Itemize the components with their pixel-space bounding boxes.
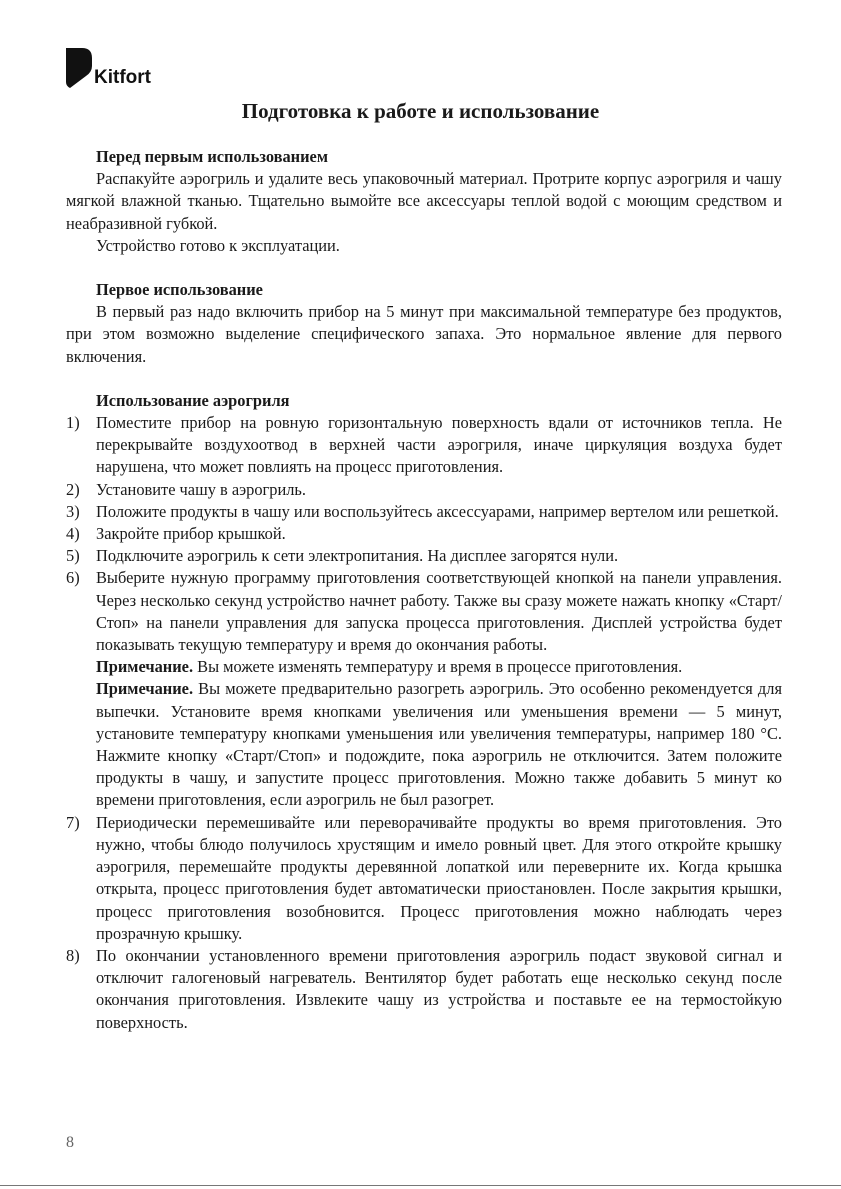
kitfort-logo <box>66 48 151 88</box>
list-item <box>66 479 782 501</box>
note-text: Вы можете предварительно разогреть аэрогриль. Это особенно рекомендуется для выпечки. Установите время кнопками увеличения или уменьшения времени — 5 минут, установите температуру кнопками уменьшения или увеличения температуры, например 180 °C. Нажмите кнопку «Старт/Стоп» и подождите, пока аэрогриль не отключится. Затем положите продукты в чашу, и запустите процесс приготовления. Можно также добавить 5 минут ко времени приготовления, если аэрогриль не был разогрет. <box>96 679 782 810</box>
note-preheat <box>66 678 782 811</box>
list-item-number: 8) <box>66 945 80 965</box>
note-temperature-time <box>66 656 782 678</box>
list-item-text: Подключите аэрогриль к сети электропитания. На дисплее загорятся нули. <box>96 546 619 566</box>
list-item <box>66 567 782 656</box>
logo-text: Kitfort <box>94 67 151 88</box>
list-item-text: Установите чашу в аэрогриль. <box>96 479 306 499</box>
list-item <box>66 523 782 545</box>
list-item <box>66 501 782 523</box>
note-text: Вы можете изменять температуру и время в процессе приготовления. <box>193 657 683 677</box>
list-item-number: 7) <box>66 812 80 832</box>
usage-steps-list <box>66 412 782 656</box>
bottom-divider <box>0 1185 841 1186</box>
note-label: Примечание. <box>96 679 194 699</box>
list-item-text: Выберите нужную программу приготовления соответствующей кнопкой на панели управления. Через несколько секунд устройство начнет работу. Также вы сразу можете нажать кнопку «Старт/Стоп» на панели управления для запуска процесса приготовления. Дисплей устройства будет показывать текущую температуру и время до окончания работы. <box>96 568 782 655</box>
list-item-number: 1) <box>66 413 80 433</box>
list-item-number: 5) <box>66 546 80 566</box>
document-body <box>66 146 782 1034</box>
section-heading-usage: Использование аэрогриля <box>96 390 290 410</box>
list-item-number: 2) <box>66 479 80 499</box>
list-item-number: 4) <box>66 524 80 544</box>
list-item-text: Закройте прибор крышкой. <box>96 524 286 544</box>
section-heading-before-first-use: Перед первым использованием <box>96 147 328 166</box>
section-heading-first-use: Первое использование <box>96 280 263 300</box>
list-item-number: 3) <box>66 501 80 521</box>
paragraph: Устройство готово к эксплуатации. <box>96 235 340 255</box>
list-item <box>66 812 782 945</box>
list-item-number: 6) <box>66 568 80 588</box>
paragraph: В первый раз надо включить прибор на 5 минут при максимальной температуре без продуктов, при этом возможно выделение специфического запаха. Это нормальное явление для первого включения. <box>66 302 782 366</box>
usage-steps-list-continued <box>66 812 782 1034</box>
list-item <box>66 545 782 567</box>
list-item-text: Поместите прибор на ровную горизонтальную поверхность вдали от источников тепла. Не перекрывайте воздухоотвод в верхней части аэрогриля, иначе циркуляция воздуха будет нарушена, что может повлиять на процесс приготовления. <box>96 413 782 477</box>
list-item-text: Периодически перемешивайте или переворачивайте продукты во время приготовления. Это нужно, чтобы блюдо получилось хрустящим и имело ровный цвет. Для этого откройте крышку аэрогриля, перемешайте продукты деревянной лопаткой или переверните их. Когда крышка открыта, процесс приготовления будет автоматически приостановлен. После закрытия крышки, процесс приготовления возобновится. Процесс приготовления можно наблюдать через прозрачную крышку. <box>96 812 782 943</box>
note-label: Примечание. <box>96 657 194 677</box>
paragraph: Распакуйте аэрогриль и удалите весь упаковочный материал. Протрите корпус аэрогриля и чашу мягкой влажной тканью. Тщательно вымойте все аксессуары теплой водой с моющим средством и неабразивной губкой. <box>66 169 782 233</box>
list-item-text: По окончании установленного времени приготовления аэрогриль подаст звуковой сигнал и отключит галогеновый нагреватель. Вентилятор будет работать еще несколько секунд после окончания приготовления. Извлеките чашу из устройства и поставьте ее на термостойкую поверхность. <box>96 945 782 1032</box>
list-item-text: Положите продукты в чашу или воспользуйтесь аксессуарами, например вертелом или решеткой. <box>96 501 779 521</box>
list-item <box>66 945 782 1034</box>
list-item <box>66 412 782 479</box>
kitfort-logo-icon <box>66 48 92 88</box>
page-title: Подготовка к работе и использование <box>241 99 600 123</box>
page-number: 8 <box>66 1134 74 1151</box>
